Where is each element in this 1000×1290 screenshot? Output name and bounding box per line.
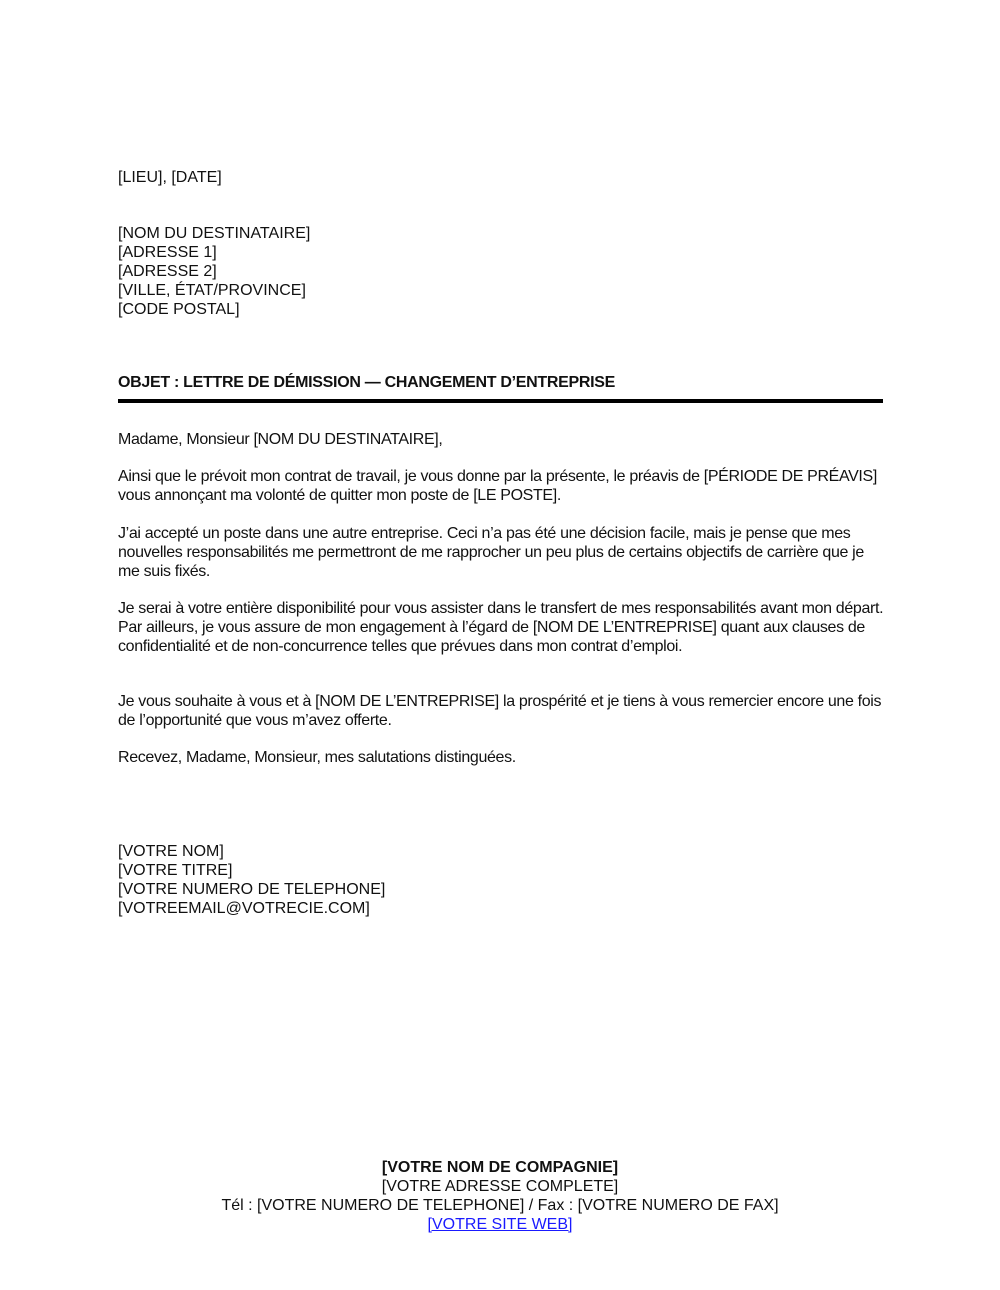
signature-title: [VOTRE TITRE] (118, 862, 233, 879)
recipient-address-2: [ADRESSE 2] (118, 263, 217, 280)
recipient-address-1: [ADRESSE 1] (118, 244, 217, 261)
signature-phone: [VOTRE NUMERO DE TELEPHONE] (118, 881, 386, 898)
footer-website-link[interactable]: [VOTRE SITE WEB] (427, 1216, 573, 1233)
footer-address: [VOTRE ADRESSE COMPLETE] (381, 1178, 619, 1195)
paragraph-transition: Je serai à votre entière disponibilité pour vous assister dans le transfert de mes responsabilités avant mon départ. Par ailleurs, je vous assure de mon engagement à l’égard de [NOM DE L’ENTREPRISE] quant aux clauses de confidentialité et de non-concurrence telles que prévues dans mon contrat d’emploi. (118, 600, 884, 655)
signature-name: [VOTRE NOM] (118, 843, 224, 860)
footer-contact: Tél : [VOTRE NUMERO DE TELEPHONE] / Fax : [VOTRE NUMERO DE FAX] (221, 1197, 779, 1214)
closing: Recevez, Madame, Monsieur, mes salutations distinguées. (118, 749, 516, 766)
place-date-text: [LIEU], [DATE] (118, 169, 222, 186)
signature-block (118, 842, 385, 918)
recipient-name: [NOM DU DESTINATAIRE] (118, 225, 311, 242)
paragraph-thanks: Je vous souhaite à vous et à [NOM DE L’ENTREPRISE] la prospérité et je tiens à vous remercier encore une fois de l’opportunité que vous m’avez offerte. (118, 693, 882, 729)
signature-email: [VOTREEMAIL@VOTRECIE.COM] (118, 900, 370, 917)
footer-company-name: [VOTRE NOM DE COMPAGNIE] (381, 1159, 619, 1176)
place-date (118, 168, 222, 187)
salutation: Madame, Monsieur [NOM DU DESTINATAIRE], (118, 431, 443, 448)
subject-divider (118, 399, 883, 403)
company-footer (0, 1158, 1000, 1234)
recipient-address (118, 224, 310, 319)
recipient-postal-code: [CODE POSTAL] (118, 301, 240, 318)
paragraph-notice: Ainsi que le prévoit mon contrat de travail, je vous donne par la présente, le préavis de [PÉRIODE DE PRÉAVIS] vous annonçant ma volonté de quitter mon poste de [LE POSTE]. (118, 468, 877, 504)
paragraph-new-position: J’ai accepté un poste dans une autre entreprise. Ceci n’a pas été une décision facile, mais je pense que mes nouvelles responsabilités me permettront de me rapprocher un peu plus de certains objectifs de carrière que je me suis fixés. (118, 525, 864, 580)
recipient-city-state: [VILLE, ÉTAT/PROVINCE] (118, 282, 306, 299)
subject-line: OBJET : LETTRE DE DÉMISSION — CHANGEMENT D’ENTREPRISE (118, 374, 616, 391)
